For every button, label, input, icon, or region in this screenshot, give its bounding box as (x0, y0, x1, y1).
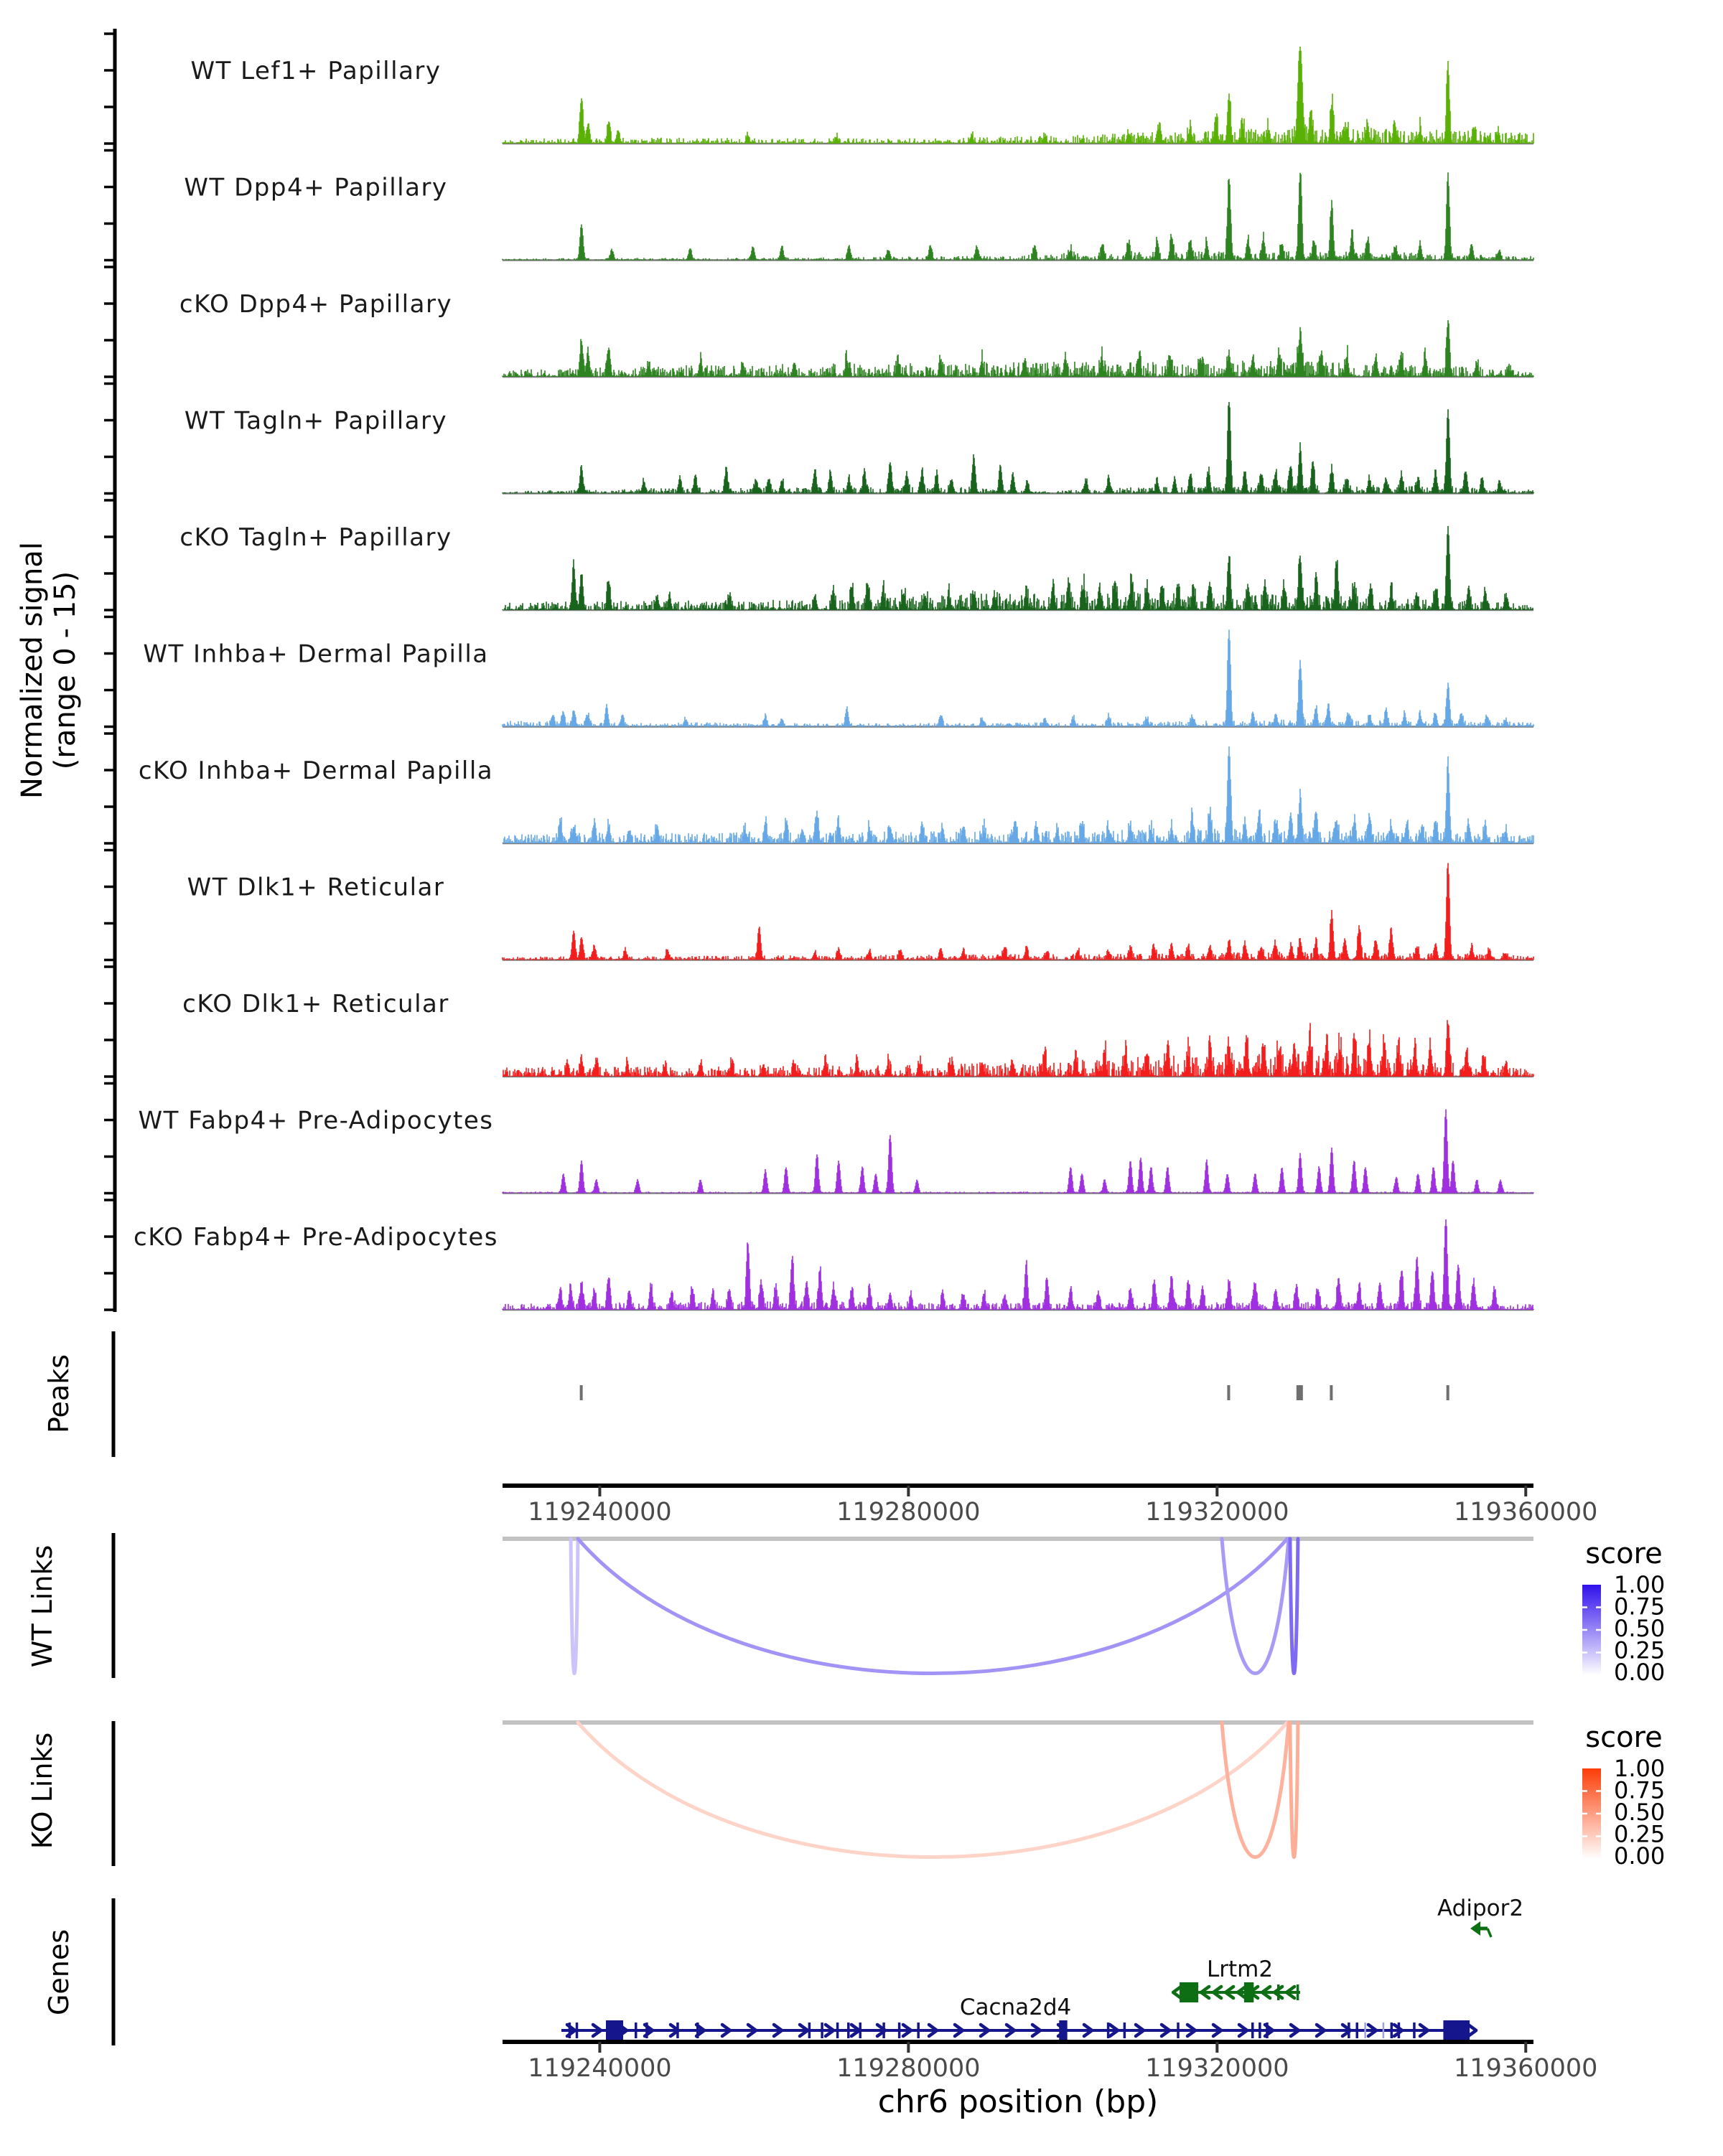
track-label: WT Dpp4+ Papillary (184, 173, 448, 202)
signal-track-row (185, 402, 1533, 493)
x-axis-tick-label: 119320000 (1145, 1498, 1289, 1527)
links-section-ko (113, 1721, 1665, 1870)
peaks-x-axis (503, 1486, 1597, 1527)
exon-tick (1177, 2023, 1180, 2038)
exon-tick (1348, 2023, 1350, 2038)
exon-tick (1391, 2023, 1393, 2038)
exon-tick (696, 2023, 699, 2038)
signal-track-row (179, 290, 1533, 377)
link-arc (1222, 1723, 1289, 1857)
exon-tick (821, 2023, 823, 2038)
colorbar-tick-label: 0.75 (1614, 1593, 1666, 1621)
track-label: cKO Inhba+ Dermal Papilla (138, 756, 494, 785)
x-axis-tick-label: 119320000 (1145, 2054, 1289, 2083)
signal-track-row (182, 990, 1533, 1077)
signal-track-row (184, 172, 1533, 260)
gene-label: Lrtm2 (1206, 1956, 1274, 1982)
exon-tick (859, 2023, 862, 2038)
link-arc (1222, 1539, 1289, 1674)
exon-tick (1355, 2023, 1358, 2038)
colorbar-tick-label: 0.00 (1614, 1659, 1666, 1686)
coverage-signal (503, 1110, 1533, 1194)
genes-section-label: Genes (43, 1928, 75, 2016)
gene-label: Cacna2d4 (959, 1995, 1072, 2020)
track-label: WT Tagln+ Papillary (184, 406, 448, 436)
coverage-signal (503, 320, 1533, 377)
x-axis-tick-label: 119240000 (528, 2054, 672, 2083)
utr-tick (1383, 2023, 1385, 2038)
utr-tick (1364, 2023, 1366, 2038)
peaks-section (113, 1331, 1449, 1457)
gene-label: Adipor2 (1437, 1895, 1524, 1921)
signal-tracks-section (104, 29, 1533, 1312)
link-arc (1290, 1723, 1298, 1857)
score-legend-title: score (1585, 1537, 1663, 1570)
exon-tick (1251, 2023, 1254, 2038)
exon-box (606, 2020, 623, 2040)
signal-track-row (143, 630, 1533, 727)
track-label: cKO Dpp4+ Papillary (179, 290, 453, 319)
gene-model-cacna2d4 (561, 1995, 1476, 2040)
links-section-label: WT Links (27, 1545, 58, 1668)
exon-tick (645, 2023, 648, 2038)
exon-tick (1124, 2023, 1126, 2038)
track-label: cKO Dlk1+ Reticular (182, 990, 449, 1018)
track-label: cKO Tagln+ Papillary (179, 523, 452, 552)
exon-tick (898, 2023, 901, 2038)
track-label: WT Dlk1+ Reticular (187, 873, 445, 902)
exon-tick (836, 2023, 839, 2038)
genes-section (113, 1895, 1523, 2045)
exon-box (1244, 1982, 1253, 2002)
peak-mark (1447, 1385, 1449, 1400)
colorbar-tick-label: 1.00 (1614, 1571, 1666, 1598)
score-legend (1582, 1721, 1665, 1870)
signal-track-row (190, 47, 1533, 144)
gene-tail-tick (1488, 1928, 1491, 1937)
exon-box (1059, 2020, 1067, 2040)
track-label: WT Fabp4+ Pre-Adipocytes (138, 1106, 494, 1135)
coverage-signal (503, 526, 1533, 610)
score-legend-title: score (1585, 1721, 1663, 1754)
peak-mark (1297, 1385, 1303, 1400)
link-arc (1290, 1539, 1298, 1674)
exon-tick (676, 2023, 679, 2038)
track-label: cKO Fabp4+ Pre-Adipocytes (134, 1223, 498, 1252)
x-axis-title: chr6 position (bp) (877, 2084, 1159, 2120)
coverage-signal (503, 1219, 1533, 1310)
exon-tick (1277, 1984, 1280, 2000)
colorbar-tick-label: 0.50 (1614, 1615, 1666, 1642)
exon-box (1180, 1982, 1198, 2002)
colorbar-tick-label: 0.50 (1614, 1799, 1666, 1826)
coverage-signal (503, 630, 1533, 727)
link-arc (578, 1723, 1287, 1857)
exon-tick (1266, 2023, 1269, 2038)
peak-mark (1330, 1385, 1332, 1400)
x-axis-tick-label: 119280000 (836, 1498, 981, 1527)
track-label: WT Inhba+ Dermal Papilla (143, 639, 489, 669)
exon-tick (1259, 2023, 1261, 2038)
coverage-signal (503, 402, 1533, 493)
exon-box (1443, 2020, 1470, 2040)
coverage-signal (503, 1020, 1533, 1077)
exon-tick (635, 2023, 638, 2038)
signal-track-row (134, 1219, 1533, 1310)
x-axis-tick-label: 119240000 (528, 1498, 672, 1527)
colorbar-tick-label: 0.00 (1614, 1842, 1666, 1870)
exon-tick (882, 2023, 885, 2038)
y-axis-label-line2: (range 0 - 15) (49, 571, 82, 770)
signal-track-row (187, 863, 1533, 960)
peak-mark (580, 1385, 583, 1400)
exon-tick (1413, 2023, 1416, 2038)
y-axis-label-line1: Normalized signal (16, 542, 49, 799)
exon-tick (808, 2023, 811, 2038)
link-arc (571, 1539, 578, 1674)
coverage-signal (503, 863, 1533, 960)
exon-tick (569, 2023, 571, 2038)
signal-track-row (139, 746, 1533, 843)
x-axis-tick-label: 119360000 (1454, 2054, 1598, 2083)
x-axis-tick-label: 119360000 (1454, 1498, 1598, 1527)
links-section-wt (113, 1533, 1665, 1686)
exon-tick (1297, 1984, 1299, 2000)
signal-track-row (179, 523, 1533, 610)
colorbar-tick-label: 0.25 (1614, 1636, 1666, 1664)
peak-mark (1227, 1385, 1230, 1400)
gene-model-lrtm2 (1173, 1956, 1300, 2002)
links-section-label: KO Links (27, 1732, 58, 1850)
colorbar-tick-label: 0.75 (1614, 1776, 1666, 1804)
exon-tick (1398, 2023, 1401, 2038)
colorbar-tick-label: 0.25 (1614, 1820, 1666, 1848)
score-legend (1582, 1537, 1665, 1686)
coverage-signal (503, 746, 1533, 843)
exon-tick (847, 2023, 850, 2038)
gene-model-adipor2 (1437, 1895, 1523, 1937)
exon-tick (576, 2023, 579, 2038)
coverage-signal (503, 172, 1533, 260)
exon-tick (1107, 2023, 1110, 2038)
colorbar-tick-label: 1.00 (1614, 1755, 1666, 1782)
coverage-signal (503, 47, 1533, 144)
x-axis-tick-label: 119280000 (836, 2054, 981, 2083)
signal-track-row (139, 1107, 1533, 1194)
gene-arrowhead-icon (1470, 1921, 1480, 1936)
genes-x-axis (503, 2042, 1597, 2120)
link-arc (578, 1539, 1287, 1674)
track-label: WT Lef1+ Papillary (190, 57, 442, 85)
peaks-section-label: Peaks (43, 1354, 75, 1434)
exon-tick (917, 2023, 920, 2038)
